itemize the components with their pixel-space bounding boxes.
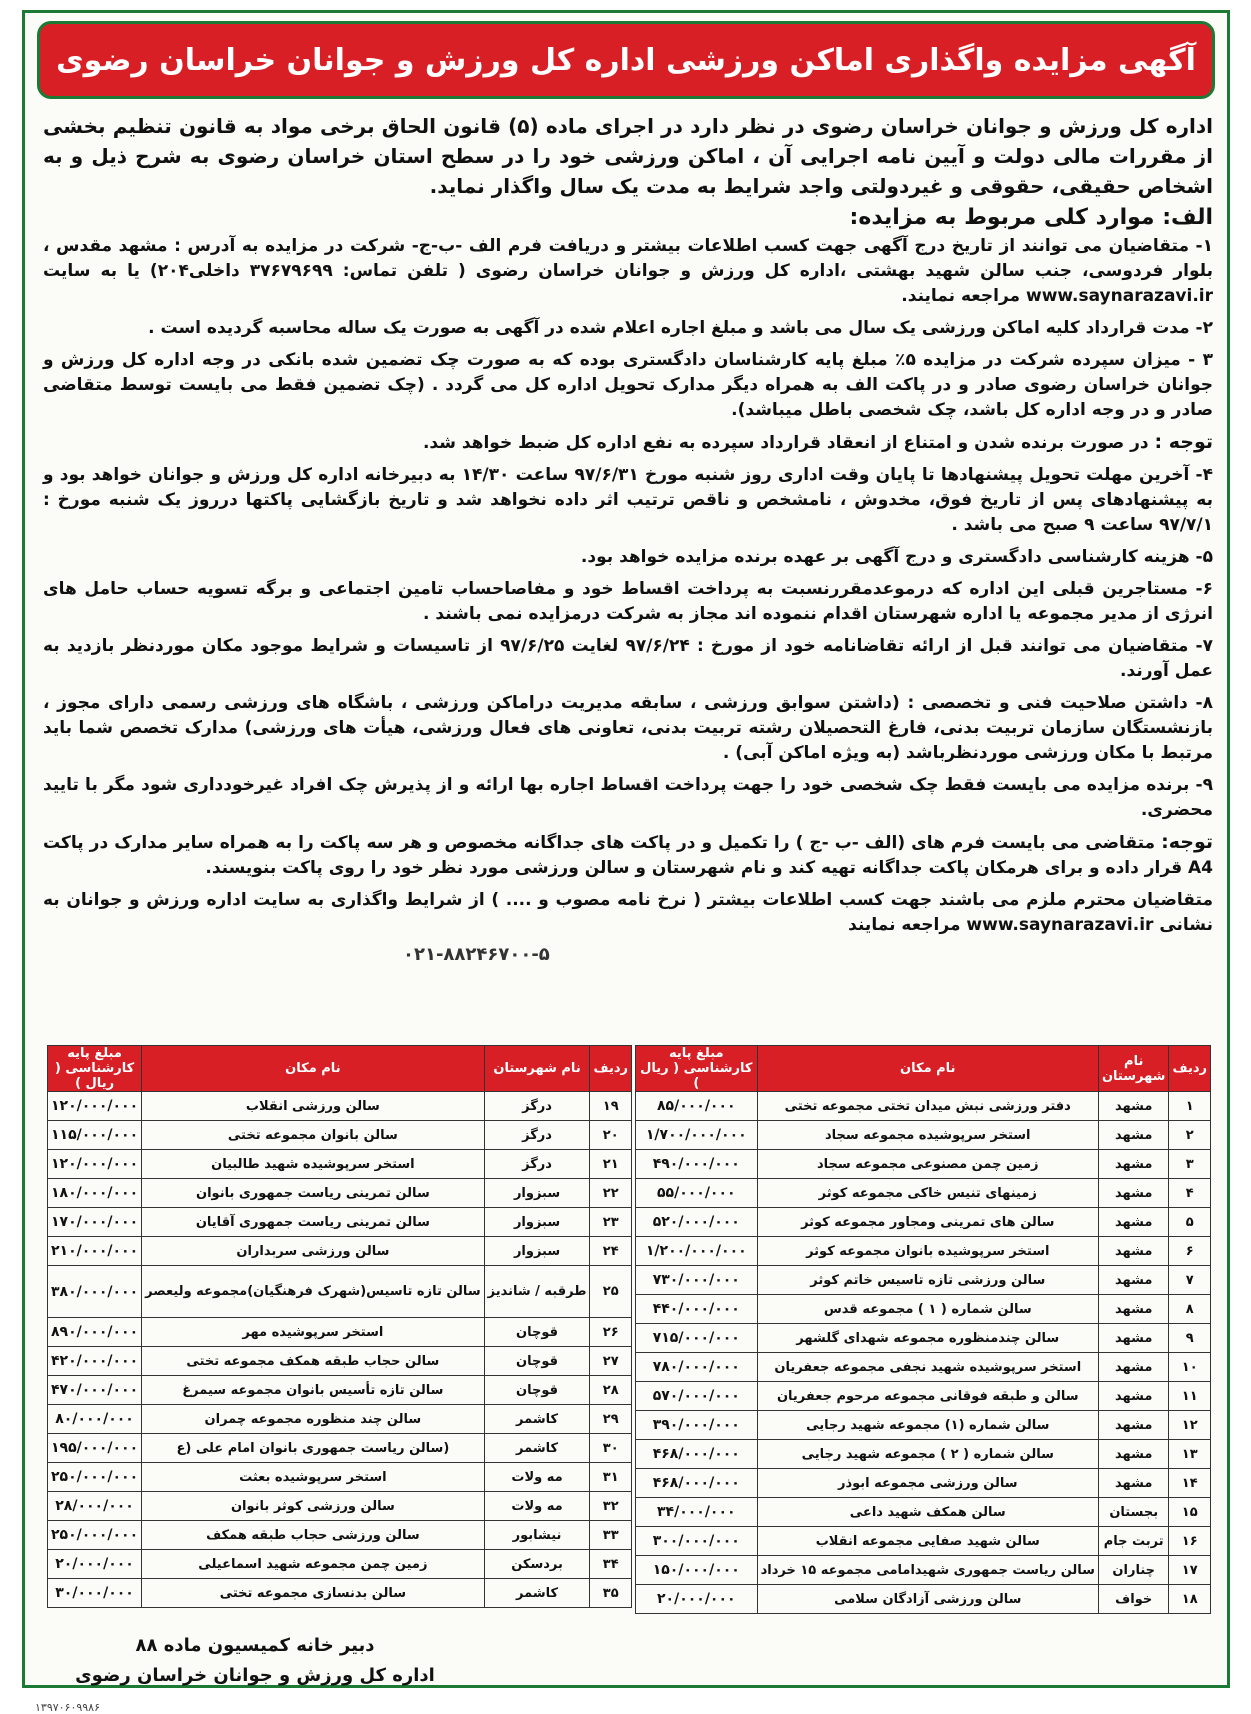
document-id: ۱۳۹۷۰۶۰۹۹۸۶ [35, 1701, 100, 1714]
amount-cell: ۳۸۰/۰۰۰/۰۰۰ [48, 1266, 142, 1318]
city-cell: مشهد [1098, 1295, 1169, 1324]
item-5: ۵- هزینه کارشناسی دادگستری و درج آگهی بر عهده برنده مزایده خواهد بود. [580, 547, 1213, 567]
amount-cell: ۴۶۸/۰۰۰/۰۰۰ [636, 1469, 758, 1498]
row-number: ۱۰ [1169, 1353, 1211, 1382]
table-row [636, 1150, 1211, 1179]
city-cell: کاشمر [484, 1579, 590, 1608]
notice-title: آگهی مزایده واگذاری اماکن ورزشی اداره کل ورزش و جوانان خراسان رضوی [56, 42, 1196, 78]
amount-cell: ۱/۷۰۰/۰۰۰/۰۰۰ [636, 1121, 758, 1150]
place-cell: سالن ورزشی انقلاب [142, 1092, 484, 1121]
city-cell: مشهد [1098, 1179, 1169, 1208]
amount-cell: ۷۳۰/۰۰۰/۰۰۰ [636, 1266, 758, 1295]
table-row [636, 1469, 1211, 1498]
item-2: ۲- مدت قرارداد کلیه اماکن ورزشی یک سال می باشد و مبلغ اجاره اعلام شده در آگهی به صورت یک ساله محاسبه گردیده است . [148, 318, 1213, 338]
row-number: ۹ [1169, 1324, 1211, 1353]
row-number: ۱۲ [1169, 1411, 1211, 1440]
city-cell: مشهد [1098, 1092, 1169, 1121]
city-cell: سبزوار [484, 1237, 590, 1266]
row-number: ۲۲ [590, 1179, 632, 1208]
table-row [636, 1092, 1211, 1121]
place-cell: سالن شماره ( ۲ ) مجموعه شهید رجایی [757, 1440, 1098, 1469]
table-row [636, 1527, 1211, 1556]
table-row [636, 1324, 1211, 1353]
notice-header [37, 21, 1215, 99]
tables-area [47, 1045, 1211, 1623]
note-1 [43, 430, 1213, 456]
amount-cell: ۴۴۰/۰۰۰/۰۰۰ [636, 1295, 758, 1324]
table-row [48, 1208, 632, 1237]
city-cell: مشهد [1098, 1382, 1169, 1411]
place-cell: استخر سرپوشیده مهر [142, 1318, 484, 1347]
amount-cell: ۷۸۰/۰۰۰/۰۰۰ [636, 1353, 758, 1382]
table-row [48, 1237, 632, 1266]
amount-cell: ۲۰/۰۰۰/۰۰۰ [48, 1550, 142, 1579]
table-row [48, 1521, 632, 1550]
table-row [636, 1382, 1211, 1411]
place-cell: زمین چمن مجموعه شهید اسماعیلی [142, 1550, 484, 1579]
amount-cell: ۸۹۰/۰۰۰/۰۰۰ [48, 1318, 142, 1347]
row-number: ۳۴ [590, 1550, 632, 1579]
row-number: ۲۱ [590, 1150, 632, 1179]
section-title: الف: موارد کلی مربوط به مزایده: [849, 205, 1213, 230]
place-cell: سالن ورزشی کوثر بانوان [142, 1492, 484, 1521]
row-number: ۳۳ [590, 1521, 632, 1550]
row-number: ۳۵ [590, 1579, 632, 1608]
table-row [636, 1179, 1211, 1208]
item-9: ۹- برنده مزایده می بایست فقط چک شخصی خود را جهت پرداخت اقساط اجاره بها ارائه و از پذیرش چک افراد غیرخودداری شود مگر با تایید محضری. [43, 775, 1213, 820]
place-cell: استخر سرپوشیده مجموعه سجاد [757, 1121, 1098, 1150]
row-number: ۱۷ [1169, 1556, 1211, 1585]
city-cell: مشهد [1098, 1411, 1169, 1440]
place-cell: سالن ریاست جمهوری شهیدامامی مجموعه ۱۵ خرداد [757, 1556, 1098, 1585]
note-1-text: در صورت برنده شدن و امتناع از انعقاد قرارداد سپرده به نفع اداره کل ضبط خواهد شد. [422, 433, 1149, 453]
amount-cell: ۱/۲۰۰/۰۰۰/۰۰۰ [636, 1237, 758, 1266]
place-cell: سالن ورزشی آزادگان سلامی [757, 1585, 1098, 1614]
phone-line: ۰۲۱-۸۸۲۴۶۷۰۰-۵ [403, 944, 550, 965]
table-row [636, 1295, 1211, 1324]
row-number: ۴ [1169, 1179, 1211, 1208]
signature-line-2: اداره کل ورزش و جوانان خراسان رضوی [75, 1665, 435, 1686]
table-row [48, 1550, 632, 1579]
table-row [636, 1353, 1211, 1382]
place-cell: دفتر ورزشی نبش میدان تختی مجموعه تختی [757, 1092, 1098, 1121]
row-number: ۳۲ [590, 1492, 632, 1521]
table-row [48, 1092, 632, 1121]
col-header-place: نام مکان [757, 1046, 1098, 1092]
city-cell: طرقبه / شاندیز [484, 1266, 590, 1318]
table-row [636, 1440, 1211, 1469]
row-number: ۷ [1169, 1266, 1211, 1295]
table-row [636, 1411, 1211, 1440]
place-cell: سالن همکف شهید داعی [757, 1498, 1098, 1527]
place-cell: زمین چمن مصنوعی مجموعه سجاد [757, 1150, 1098, 1179]
row-number: ۵ [1169, 1208, 1211, 1237]
city-cell: مشهد [1098, 1208, 1169, 1237]
table-row [636, 1208, 1211, 1237]
places-table-right [635, 1045, 1211, 1614]
place-cell: سالن شماره ( ۱ ) مجموعه قدس [757, 1295, 1098, 1324]
city-cell: کاشمر [484, 1405, 590, 1434]
place-cell: زمینهای تنیس خاکی مجموعه کوثر [757, 1179, 1098, 1208]
row-number: ۲۹ [590, 1405, 632, 1434]
place-cell: سالن ورزشی حجاب طبقه همکف [142, 1521, 484, 1550]
city-cell: چناران [1098, 1556, 1169, 1585]
table-row [48, 1179, 632, 1208]
amount-cell: ۴۷۰/۰۰۰/۰۰۰ [48, 1376, 142, 1405]
row-number: ۲۰ [590, 1121, 632, 1150]
table-header-row [636, 1046, 1211, 1092]
city-cell: سبزوار [484, 1179, 590, 1208]
row-number: ۱۸ [1169, 1585, 1211, 1614]
place-cell: سالن های تمرینی ومجاور مجموعه کوثر [757, 1208, 1098, 1237]
col-header-city: نام شهرستان [484, 1046, 590, 1092]
row-number: ۱۱ [1169, 1382, 1211, 1411]
row-number: ۲۴ [590, 1237, 632, 1266]
notice-frame [22, 10, 1230, 1714]
note-2-text: متقاضی می بایست فرم های (الف -ب -ج ) را تکمیل و در پاکت های جداگانه مخصوص و هر سه پاکت را به همراه سایر مدارک در پاکت A4 قرار داده و برای هرمکان پاکت جداگانه تهیه کند و نام شهرستان و سالن ورزشی مورد نظر خود را روی پاکت بنویسند. [43, 833, 1213, 878]
city-cell: مشهد [1098, 1469, 1169, 1498]
city-cell: مشهد [1098, 1121, 1169, 1150]
table-row [636, 1121, 1211, 1150]
place-cell: سالن و طبقه فوقانی مجموعه مرحوم جعفریان [757, 1382, 1098, 1411]
amount-cell: ۲۰/۰۰۰/۰۰۰ [636, 1585, 758, 1614]
table-row [48, 1463, 632, 1492]
table-row [636, 1237, 1211, 1266]
amount-cell: ۱۹۵/۰۰۰/۰۰۰ [48, 1434, 142, 1463]
amount-cell: ۳۹۰/۰۰۰/۰۰۰ [636, 1411, 758, 1440]
place-cell: سالن تازه تاسیس(شهرک فرهنگیان)مجموعه ولیعصر [142, 1266, 484, 1318]
col-header-place: نام مکان [142, 1046, 484, 1092]
row-number: ۳۰ [590, 1434, 632, 1463]
amount-cell: ۲۱۰/۰۰۰/۰۰۰ [48, 1237, 142, 1266]
amount-cell: ۴۲۰/۰۰۰/۰۰۰ [48, 1347, 142, 1376]
city-cell: بجستان [1098, 1498, 1169, 1527]
table-header-row [48, 1046, 632, 1092]
amount-cell: ۱۱۵/۰۰۰/۰۰۰ [48, 1121, 142, 1150]
city-cell: درگز [484, 1121, 590, 1150]
item-1: ۱- متقاضیان می توانند از تاریخ درج آگهی جهت کسب اطلاعات بیشتر و دریافت فرم الف -ب-ج- شرکت در مزایده به آدرس : مشهد مقدس ، بلوار فردوسی، جنب سالن شهید بهشتی ،اداره کل ورزش و جوانان خراسان رضوی ( تلفن تماس: ۳۷۶۷۹۶۹۹ داخلی۲۰۴) یا به سایت www.saynarazavi.ir مراجعه نمایند. [43, 236, 1213, 306]
place-cell: سالن شهید صفایی مجموعه انقلاب [757, 1527, 1098, 1556]
amount-cell: ۲۵۰/۰۰۰/۰۰۰ [48, 1463, 142, 1492]
place-cell: سالن ورزشی سربداران [142, 1237, 484, 1266]
row-number: ۱۹ [590, 1092, 632, 1121]
item-8: ۸- داشتن صلاحیت فنی و تخصصی : (داشتن سوابق ورزشی ، سابقه مدیریت دراماکن ورزشی ، باشگاه های ورزشی رسمی دارای مجوز ، بازنشستگان سازمان تربیت بدنی، فارغ التحصیلان رشته تربیت بدنی، تعاونی های فعال ورزشی، هیأت های ورزشی) مدارک تخصص شما باید مرتبط با مکان ورزشی موردنظرباشد (به ویژه اماکن آبی) . [43, 693, 1213, 763]
city-cell: تربت جام [1098, 1527, 1169, 1556]
amount-cell: ۳۴/۰۰۰/۰۰۰ [636, 1498, 758, 1527]
table-row [636, 1266, 1211, 1295]
row-number: ۸ [1169, 1295, 1211, 1324]
place-cell: سالن ورزشی تازه تاسیس خاتم کوثر [757, 1266, 1098, 1295]
col-header-amount: مبلغ پایه کارشناسی ( ریال ) [48, 1046, 142, 1092]
row-number: ۲۶ [590, 1318, 632, 1347]
place-cell: سالن بدنسازی مجموعه تختی [142, 1579, 484, 1608]
notice-body [43, 111, 1213, 965]
city-cell: سبزوار [484, 1208, 590, 1237]
table-row [48, 1347, 632, 1376]
amount-cell: ۳۰۰/۰۰۰/۰۰۰ [636, 1527, 758, 1556]
amount-cell: ۵۵/۰۰۰/۰۰۰ [636, 1179, 758, 1208]
table-row [48, 1266, 632, 1318]
item-7: ۷- متقاضیان می توانند قبل از ارائه تقاضانامه خود از مورخ : ۹۷/۶/۲۴ لغایت ۹۷/۶/۲۵ از تاسیسات و شرایط موجود مکان موردنظر بازدید به عمل آورند. [43, 636, 1213, 681]
intro-paragraph: اداره کل ورزش و جوانان خراسان رضوی در نظر دارد در اجرای ماده (۵) قانون الحاق برخی مواد به قانون تنظیم بخشی از مقررات مالی دولت و آیین نامه اجرایی آن ، اماکن ورزشی خود را در سطح استان خراسان رضوی به شرح ذیل و به اشخاص حقیقی، حقوقی و غیردولتی واجد شرایط به مدت یک سال واگذار نماید. [43, 114, 1214, 198]
amount-cell: ۱۷۰/۰۰۰/۰۰۰ [48, 1208, 142, 1237]
row-number: ۲۷ [590, 1347, 632, 1376]
city-cell: مه ولات [484, 1492, 590, 1521]
place-cell: استخر سرپوشیده بانوان مجموعه کوثر [757, 1237, 1098, 1266]
places-table-left [47, 1045, 632, 1608]
item-4: ۴- آخرین مهلت تحویل پیشنهادها تا پایان وقت اداری روز شنبه مورخ ۹۷/۶/۳۱ ساعت ۱۴/۳۰ به دبیرخانه اداره کل ورزش و جوانان خواهد بود و به پیشنهادهای پس از تاریخ فوق، مخدوش ، نامشخص و ناقص ترتیب اثر داده نخواهد شد و تاریخ بازگشایی پاکتها درروز یک شنبه مورخ : ۹۷/۷/۱ ساعت ۹ صبح می باشد . [43, 465, 1213, 535]
amount-cell: ۸۰/۰۰۰/۰۰۰ [48, 1405, 142, 1434]
place-cell: استخر سرپوشیده بعثت [142, 1463, 484, 1492]
table-row [48, 1376, 632, 1405]
amount-cell: ۴۹۰/۰۰۰/۰۰۰ [636, 1150, 758, 1179]
table-row [636, 1585, 1211, 1614]
amount-cell: ۲۸/۰۰۰/۰۰۰ [48, 1492, 142, 1521]
table-row [48, 1150, 632, 1179]
col-header-row: ردیف [1169, 1046, 1211, 1092]
table-row [48, 1434, 632, 1463]
city-cell: مشهد [1098, 1150, 1169, 1179]
row-number: ۱۶ [1169, 1527, 1211, 1556]
place-cell: سالن بانوان مجموعه تختی [142, 1121, 484, 1150]
row-number: ۳۱ [590, 1463, 632, 1492]
place-cell: استخر سرپوشیده شهید نجفی مجموعه جعفریان [757, 1353, 1098, 1382]
amount-cell: ۱۸۰/۰۰۰/۰۰۰ [48, 1179, 142, 1208]
amount-cell: ۷۱۵/۰۰۰/۰۰۰ [636, 1324, 758, 1353]
place-cell: (سالن ریاست جمهوری بانوان امام علی (ع [142, 1434, 484, 1463]
table-row [48, 1492, 632, 1521]
place-cell: سالن شماره (۱) مجموعه شهید رجایی [757, 1411, 1098, 1440]
place-cell: سالن چند منظوره مجموعه چمران [142, 1405, 484, 1434]
row-number: ۱۳ [1169, 1440, 1211, 1469]
note-2 [43, 830, 1213, 881]
place-cell: سالن تمرینی ریاست جمهوری آقایان [142, 1208, 484, 1237]
city-cell: مشهد [1098, 1266, 1169, 1295]
city-cell: مشهد [1098, 1353, 1169, 1382]
signature-line-1: دبیر خانه کمیسیون ماده ۸۸ [135, 1635, 375, 1656]
amount-cell: ۱۵۰/۰۰۰/۰۰۰ [636, 1556, 758, 1585]
row-number: ۱۵ [1169, 1498, 1211, 1527]
amount-cell: ۳۰/۰۰۰/۰۰۰ [48, 1579, 142, 1608]
table-row [48, 1318, 632, 1347]
item-6: ۶- مستاجرین قبلی این اداره که درموعدمقررنسبت به پرداخت اقساط خود و مفاصاحساب تامین اجتماعی و برگه تسویه حساب حامل های انرژی از مدیر مجموعه یا اداره شهرستان اقدام ننموده اند مجاز به شرکت درمزایده نمی باشند . [43, 579, 1213, 624]
row-number: ۱ [1169, 1092, 1211, 1121]
table-row [48, 1121, 632, 1150]
amount-cell: ۱۲۰/۰۰۰/۰۰۰ [48, 1150, 142, 1179]
city-cell: مشهد [1098, 1237, 1169, 1266]
amount-cell: ۸۵/۰۰۰/۰۰۰ [636, 1092, 758, 1121]
note-1-label: توجه : [1154, 431, 1213, 453]
amount-cell: ۵۷۰/۰۰۰/۰۰۰ [636, 1382, 758, 1411]
city-cell: قوچان [484, 1376, 590, 1405]
place-cell: سالن تازه تأسیس بانوان مجموعه سیمرغ [142, 1376, 484, 1405]
row-number: ۲۳ [590, 1208, 632, 1237]
city-cell: خواف [1098, 1585, 1169, 1614]
col-header-row: ردیف [590, 1046, 632, 1092]
closing-paragraph: متقاضیان محترم ملزم می باشند جهت کسب اطلاعات بیشتر ( نرخ نامه مصوب و .... ) از شرایط واگذاری به سایت اداره ورزش و جوانان به نشانی www.saynarazavi.ir مراجعه نمایند [43, 890, 1213, 935]
row-number: ۲۸ [590, 1376, 632, 1405]
city-cell: مشهد [1098, 1440, 1169, 1469]
city-cell: درگز [484, 1092, 590, 1121]
amount-cell: ۲۵۰/۰۰۰/۰۰۰ [48, 1521, 142, 1550]
table-row [636, 1498, 1211, 1527]
note-2-label: توجه: [1161, 831, 1213, 853]
amount-cell: ۱۲۰/۰۰۰/۰۰۰ [48, 1092, 142, 1121]
place-cell: سالن چندمنظوره مجموعه شهدای گلشهر [757, 1324, 1098, 1353]
row-number: ۶ [1169, 1237, 1211, 1266]
signature-block [55, 1631, 455, 1691]
table-row [48, 1405, 632, 1434]
item-3: ۳ - میزان سپرده شرکت در مزایده ۵٪ مبلغ پایه کارشناسان دادگستری بوده که به صورت چک تضمین شده بانکی در وجه اداره کل ورزش و جوانان خراسان رضوی صادر و در پاکت الف به همراه دیگر مدارک تحویل اداره کل می گردد . (چک تضمین فقط می بایست توسط متقاضی صادر و در وجه اداره کل باشد، چک شخصی باطل میباشد). [43, 350, 1213, 420]
table-row [636, 1556, 1211, 1585]
city-cell: بردسکن [484, 1550, 590, 1579]
city-cell: نیشابور [484, 1521, 590, 1550]
city-cell: مشهد [1098, 1324, 1169, 1353]
table-row [48, 1579, 632, 1608]
col-header-city: نام شهرستان [1098, 1046, 1169, 1092]
place-cell: سالن تمرینی ریاست جمهوری بانوان [142, 1179, 484, 1208]
amount-cell: ۵۲۰/۰۰۰/۰۰۰ [636, 1208, 758, 1237]
city-cell: مه ولات [484, 1463, 590, 1492]
row-number: ۳ [1169, 1150, 1211, 1179]
row-number: ۲۵ [590, 1266, 632, 1318]
place-cell: استخر سرپوشیده شهید طالبیان [142, 1150, 484, 1179]
place-cell: سالن حجاب طبقه همکف مجموعه تختی [142, 1347, 484, 1376]
col-header-amount: مبلغ پایه کارشناسی ( ریال ) [636, 1046, 758, 1092]
row-number: ۱۴ [1169, 1469, 1211, 1498]
city-cell: قوچان [484, 1318, 590, 1347]
city-cell: درگز [484, 1150, 590, 1179]
city-cell: کاشمر [484, 1434, 590, 1463]
amount-cell: ۴۶۸/۰۰۰/۰۰۰ [636, 1440, 758, 1469]
city-cell: قوچان [484, 1347, 590, 1376]
row-number: ۲ [1169, 1121, 1211, 1150]
place-cell: سالن ورزشی مجموعه ابوذر [757, 1469, 1098, 1498]
